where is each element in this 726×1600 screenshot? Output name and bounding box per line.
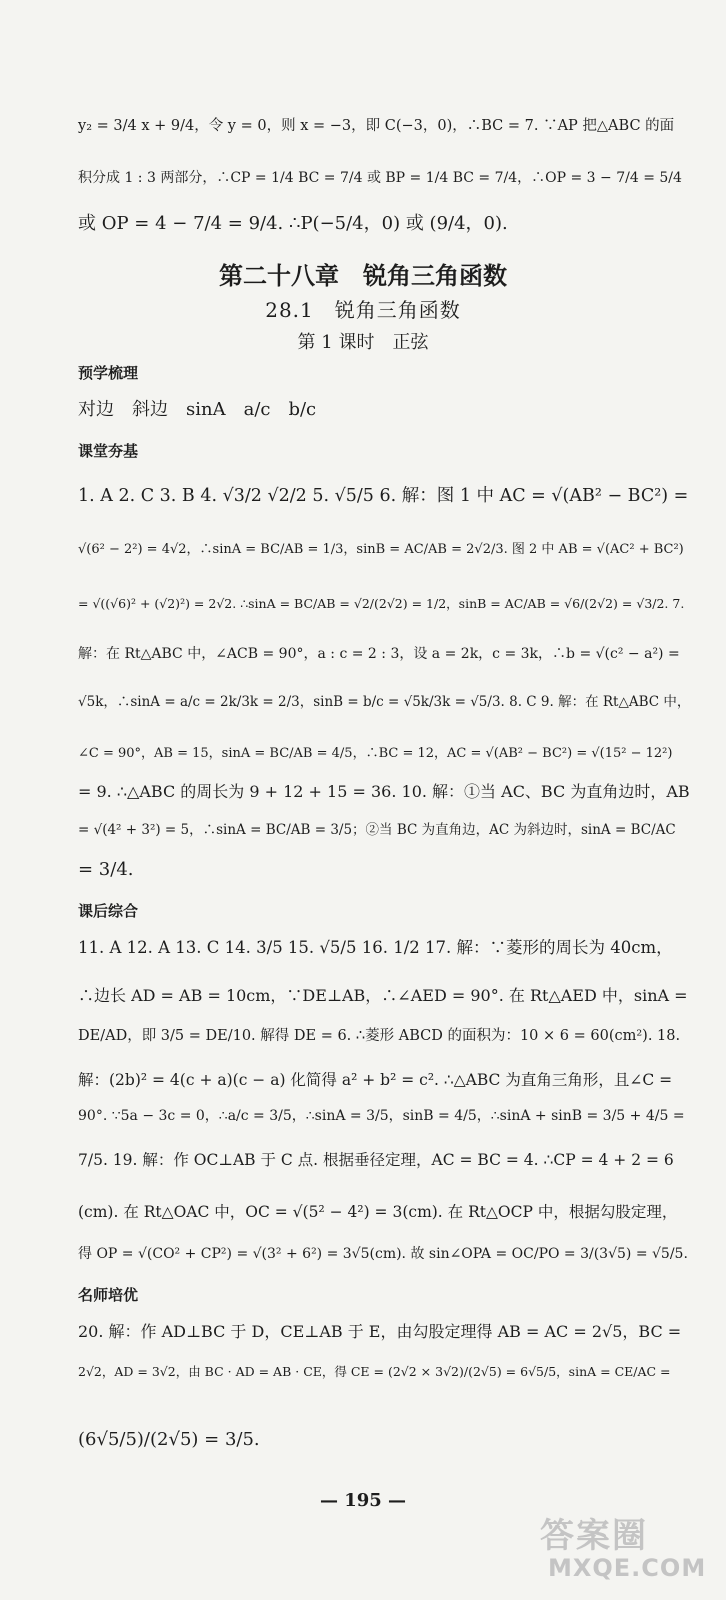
text-line: 或 OP = 4 − 7/4 = 9/4. ∴P(−5/4，0) 或 (9/4，0). <box>78 213 508 234</box>
section-title: 28.1 锐角三角函数 <box>265 298 461 322</box>
text-line: 90°. ∵5a − 3c = 0，∴a/c = 3/5，∴sinA = 3/5，sinB = 4/5，∴sinA + sinB = 3/5 + 4/5 = <box>78 1108 685 1124</box>
text-line: = √((√6)² + (√2)²) = 2√2. ∴sinA = BC/AB = √2/(2√2) = 1/2，sinB = AC/AB = √6/(2√2) = √3/2. 7. <box>78 596 685 611</box>
text-line: 11. A 12. A 13. C 14. 3/5 15. √5/5 16. 1/2 17. 解：∵菱形的周长为 40cm， <box>78 938 673 957</box>
watermark-url: MXQE.COM <box>548 1554 707 1582</box>
watermark-logo <box>540 1508 716 1588</box>
text-line: 7/5. 19. 解：作 OC⊥AB 于 C 点. 根据垂径定理，AC = BC = 4. ∴CP = 4 + 2 = 6 <box>78 1151 674 1169</box>
heading-preview: 预学梳理 <box>78 364 139 382</box>
watermark-text: 答案圈 <box>540 1516 648 1556</box>
chapter-title: 第二十八章 锐角三角函数 <box>219 262 507 290</box>
heading-after-class: 课后综合 <box>78 902 139 920</box>
text-line: = √(4² + 3²) = 5，∴sinA = BC/AB = 3/5；②当 BC 为直角边，AC 为斜边时，sinA = BC/AC <box>78 822 676 838</box>
text-line: 1. A 2. C 3. B 4. √3/2 √2/2 5. √5/5 6. 解：图 1 中 AC = √(AB² − BC²) = <box>78 486 689 506</box>
text-line: y₂ = 3/4 x + 9/4，令 y = 0，则 x = −3，即 C(−3，0)，∴BC = 7. ∵AP 把△ABC 的面 <box>78 118 675 134</box>
heading-classroom: 课堂夯基 <box>78 442 139 460</box>
text-line: 得 OP = √(CO² + CP²) = √(3² + 6²) = 3√5(cm). 故 sin∠OPA = OC/PO = 3/(3√5) = √5/5. <box>78 1246 688 1262</box>
text-line: 解：在 Rt△ABC 中，∠ACB = 90°，a : c = 2 : 3，设 a = 2k，c = 3k，∴b = √(c² − a²) = <box>78 646 680 662</box>
text-line: DE/AD，即 3/5 = DE/10. 解得 DE = 6. ∴菱形 ABCD 的面积为：10 × 6 = 60(cm²). 18. <box>78 1028 681 1044</box>
text-line: = 9. ∴△ABC 的周长为 9 + 12 + 15 = 36. 10. 解：①当 AC、BC 为直角边时，AB <box>78 782 690 801</box>
text-line: 解：(2b)² = 4(c + a)(c − a) 化简得 a² + b² = c². ∴△ABC 为直角三角形，且∠C = <box>78 1071 673 1089</box>
heading-teacher: 名师培优 <box>78 1286 139 1304</box>
text-line: √5k，∴sinA = a/c = 2k/3k = 2/3，sinB = b/c = √5k/3k = √5/3. 8. C 9. 解：在 Rt△ABC 中， <box>78 694 691 710</box>
text-line: 积分成 1 : 3 两部分，∴CP = 1/4 BC = 7/4 或 BP = 1/4 BC = 7/4，∴OP = 3 − 7/4 = 5/4 <box>78 170 682 186</box>
text-line: ∴边长 AD = AB = 10cm，∵DE⊥AB，∴∠AED = 90°. 在 Rt△AED 中，sinA = <box>78 986 688 1005</box>
page-number: — 195 — <box>319 1490 407 1511</box>
text-line: 2√2，AD = 3√2，由 BC · AD = AB · CE，得 CE = (2√2 × 3√2)/(2√5) = 6√5/5，sinA = CE/AC = <box>78 1364 671 1379</box>
lesson-title: 第 1 课时 正弦 <box>297 332 429 353</box>
text-line: 20. 解：作 AD⊥BC 于 D，CE⊥AB 于 E，由勾股定理得 AB = AC = 2√5，BC = <box>78 1322 682 1341</box>
preview-answer: 对边 斜边 sinA a/c b/c <box>78 399 317 420</box>
text-line: (6√5/5)/(2√5) = 3/5. <box>78 1429 260 1450</box>
text-line: ∠C = 90°，AB = 15，sinA = BC/AB = 4/5，∴BC = 12，AC = √(AB² − BC²) = √(15² − 12²) <box>78 746 673 761</box>
text-line: √(6² − 2²) = 4√2，∴sinA = BC/AB = 1/3，sinB = AC/AB = 2√2/3. 图 2 中 AB = √(AC² + BC²) <box>78 542 684 557</box>
text-line: (cm). 在 Rt△OAC 中，OC = √(5² − 4²) = 3(cm). 在 Rt△OCP 中，根据勾股定理， <box>78 1203 678 1221</box>
text-line: = 3/4. <box>78 859 134 880</box>
